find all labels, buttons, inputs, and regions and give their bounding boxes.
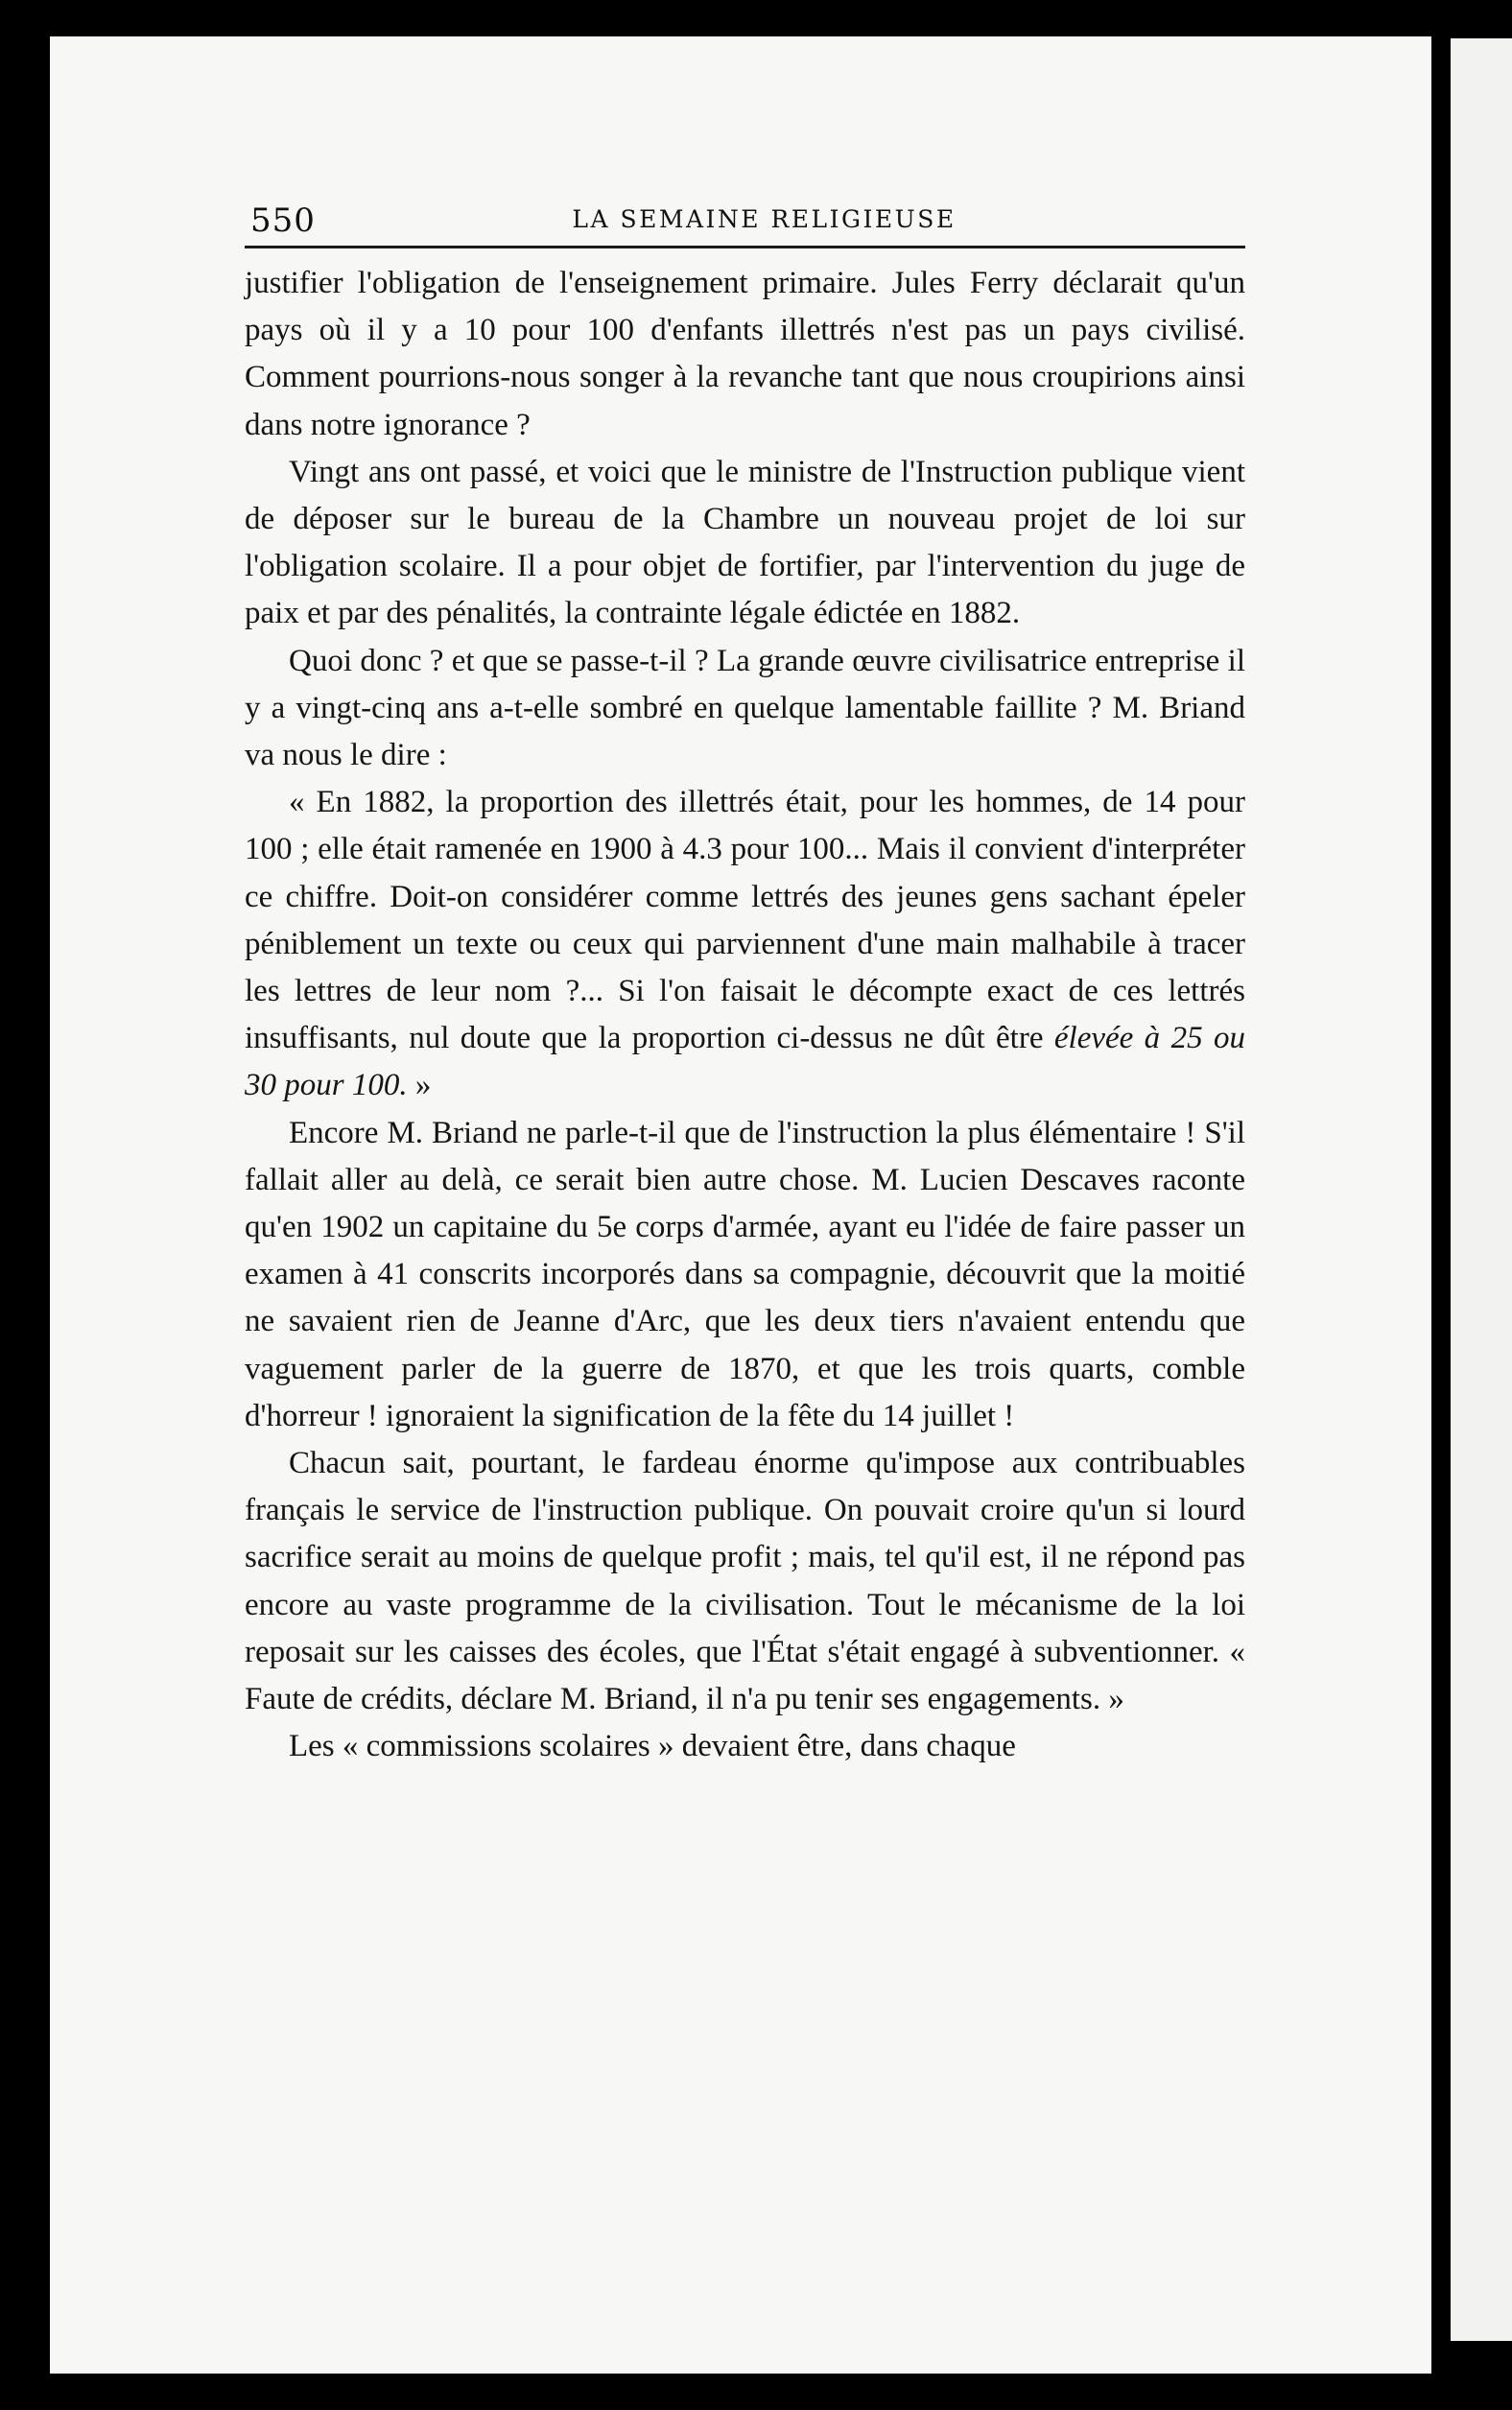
quote-italic: élevée à 25 ou 30 pour 100. bbox=[245, 1021, 1245, 1103]
quote-close: » bbox=[407, 1068, 432, 1103]
running-header bbox=[245, 192, 1245, 248]
paragraph-7: Les « commissions scolaires » devaient être, dans chaque bbox=[289, 1729, 1016, 1764]
page-number: 550 bbox=[250, 201, 316, 240]
quote-text: « En 1882, la proportion des illettrés était, pour les hommes, de 14 pour 100 ; elle était ramenée en 1900 à 4.3 pour 100... Mais il convient d'interpréter ce chiffre. Doit-on considérer comme lettrés des jeunes gens sachant épeler péniblement un texte ou ceux qui parviennent d'une main malhabile à tracer les lettres de leur nom ?... Si l'on faisait le décompte exact de ces lettrés insuffisants, nul doute que la proportion ci-dessus ne dût être bbox=[245, 785, 1245, 1056]
adjacent-page-edge bbox=[1451, 38, 1512, 2341]
page-content bbox=[245, 192, 1245, 1771]
body-text bbox=[245, 260, 1245, 1771]
running-title: LA SEMAINE RELIGIEUSE bbox=[572, 205, 957, 233]
paragraph-4-quote bbox=[245, 779, 1245, 1109]
paragraph-3: Quoi donc ? et que se passe-t-il ? La grande œuvre civilisatrice entreprise il y a vingt-cinq ans a-t-elle sombré en quelque lamentable faillite ? M. Briand va nous le dire : bbox=[245, 643, 1245, 773]
paragraph-2: Vingt ans ont passé, et voici que le ministre de l'Instruction publique vient de déposer sur le bureau de la Chambre un nouveau projet de loi sur l'obligation scolaire. Il a pour objet de fortifier, par l'intervention du juge de paix et par des pénalités, la contrainte légale édictée en 1882. bbox=[245, 454, 1245, 631]
paragraph-1: justifier l'obligation de l'enseignement primaire. Jules Ferry déclarait qu'un pays où il y a 10 pour 100 d'enfants illettrés n'est pas un pays civilisé. Comment pourrions-nous songer à la revanche tant que nous croupirions ainsi dans notre ignorance ? bbox=[245, 266, 1245, 442]
paragraph-6: Chacun sait, pourtant, le fardeau énorme qu'impose aux contribuables français le service de l'instruction publique. On pouvait croire qu'un si lourd sacrifice serait au moins de quelque profit ; mais, tel qu'il est, il ne répond pas encore au vaste programme de la civilisation. Tout le mécanisme de la loi reposait sur les caisses des écoles, que l'État s'était engagé à subventionner. « Faute de crédits, déclare M. Briand, il n'a pu tenir ses engagements. » bbox=[245, 1446, 1245, 1717]
paragraph-5: Encore M. Briand ne parle-t-il que de l'instruction la plus élémentaire ! S'il fallait aller au delà, ce serait bien autre chose. M. Lucien Descaves raconte qu'en 1902 un capitaine du 5e corps d'armée, ayant eu l'idée de faire passer un examen à 41 conscrits incorporés dans sa compagnie, découvrit que la moitié ne savaient rien de Jeanne d'Arc, que les deux tiers n'avaient entendu que vaguement parler de la guerre de 1870, et que les trois quarts, comble d'horreur ! ignoraient la signification de la fête du 14 juillet ! bbox=[245, 1115, 1245, 1433]
